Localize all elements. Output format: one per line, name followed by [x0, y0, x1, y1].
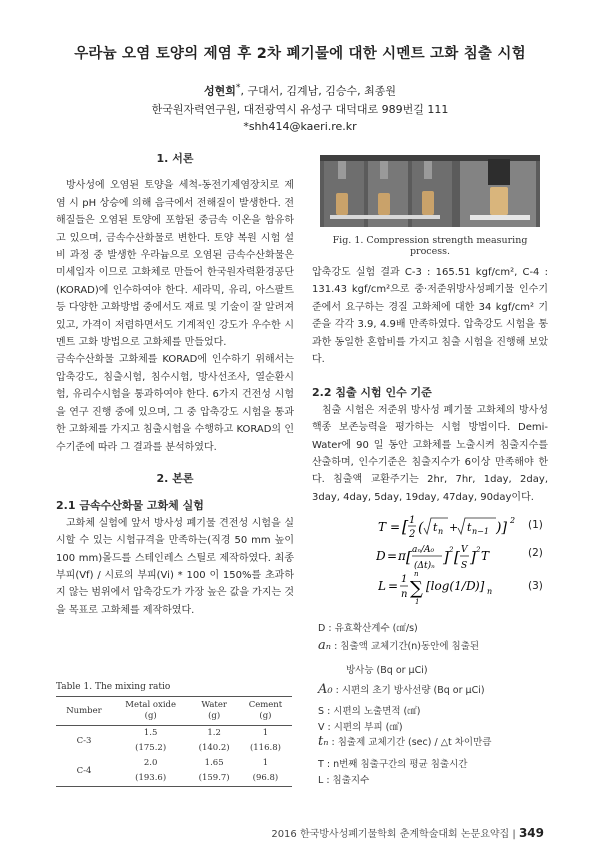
legend-an-text: : 침출액 교체기간(n)동안에 침출된 [334, 641, 480, 652]
table-caption: Table 1. The mixing ratio [56, 682, 171, 692]
right-column [312, 264, 548, 506]
footer-text: 2016 한국방사성폐기물학회 춘계학술대회 논문요약집 [271, 829, 510, 840]
legend-T [318, 756, 467, 770]
table-header-unit: (g) [144, 711, 157, 721]
table-cell: 1.2 [207, 728, 221, 738]
table-cell: (116.8) [249, 743, 281, 753]
svg-text:t: t [433, 521, 438, 534]
svg-text:aₙ/A₀: aₙ/A₀ [412, 545, 435, 555]
legend-an-symbol: aₙ [318, 638, 332, 653]
legend-V-text: : 시편의 부피 (㎤) [327, 722, 403, 733]
svg-text:2: 2 [476, 546, 481, 554]
table-cell: 1.65 [204, 758, 224, 768]
intro-heading: 1. 서론 [156, 152, 194, 165]
table-header-label: Cement [248, 700, 283, 710]
legend-tn-symbol: tₙ [318, 734, 329, 749]
table-cell: (96.8) [239, 771, 292, 787]
table-cell: (175.2) [135, 743, 167, 753]
main-heading: 2. 본론 [156, 471, 194, 485]
table-cell: (140.2) [198, 743, 230, 753]
author-list [0, 82, 600, 99]
legend-tn [318, 734, 491, 749]
legend-A0-text: : 시편의 초기 방사선량 (Bq or μCi) [335, 685, 485, 696]
equation-3-graphic [378, 568, 518, 606]
equation-3 [378, 568, 518, 609]
equation-1-number: (1) [528, 519, 543, 531]
legend-A0-symbol: A₀ [318, 682, 333, 697]
svg-text:n: n [414, 570, 419, 578]
table-header-cell [239, 697, 292, 726]
footer-separator: | [512, 829, 519, 840]
legend-S-text: : 시편의 노출면적 (㎠) [327, 706, 421, 717]
legend-L-symbol: L [318, 775, 324, 786]
svg-text:(Δt)ₙ: (Δt)ₙ [414, 561, 435, 571]
legend-S [318, 703, 420, 717]
table-header-label: Metal oxide [125, 700, 177, 710]
svg-text:=: = [388, 579, 399, 593]
table-cell-number: C-3 [76, 735, 92, 746]
table-cell: 2.0 [143, 758, 158, 768]
table-header-cell [189, 697, 238, 726]
corresponding-mark: * [235, 82, 241, 93]
svg-text:=: = [390, 520, 401, 534]
affiliation: 한국원자력연구원, 대전광역시 유성구 대덕대로 989번길 111 [151, 103, 449, 116]
svg-text:=: = [387, 549, 398, 563]
svg-text:1: 1 [415, 598, 420, 606]
legend-V [318, 719, 403, 733]
svg-text:1: 1 [409, 515, 416, 526]
svg-text:+: + [449, 521, 459, 534]
left-column [56, 150, 294, 619]
table-cell: (159.7) [189, 771, 238, 787]
intro-paragraph-2: 금속수산화물 고화체를 KORAD에 인수하기 위해서는 압축강도, 침출시험, 침수시험, 방사선조사, 열순환시험, 유리수시험을 통과하여야 한다. 6가지 건전성 시험을 연구 진행 중에 있으며, 그 중 압축강도 시험을 통과한 고화체를 가지고 침출시험을 수행하고 KORAD의 인수기준에 따라 그 결과를 분석하였다. [56, 354, 294, 453]
right-paragraph-2: 침출 시험은 저준위 방사성 폐기물 고화체의 방사성핵종 보존능력을 평가하는 시험 방법이다. Demi-Water에 90 일 동안 고화체를 노출시켜 침출지수를 산출하며, 인수기준은 침출지수가 6이상 만족해야 한다. 침출액 교환주기는 2hr, 7hr, 1day, 2day, 3day, 4day, 5day, 19day, 47day, 90day이다. [312, 404, 548, 503]
legend-D-text: : 유효확산계수 (㎠/s) [328, 623, 418, 634]
svg-text:]: ] [470, 548, 476, 566]
table-cell: 1 [262, 728, 269, 738]
lead-author: 성현희 [204, 84, 236, 98]
table-header-unit: (g) [259, 711, 272, 721]
svg-text:)]: )] [475, 579, 485, 593]
equation-1-graphic [378, 510, 518, 544]
table-header-unit: (g) [208, 711, 221, 721]
subsection-heading-2-1: 2.1 금속수산화물 고화체 실험 [56, 499, 204, 513]
table-header-cell [56, 697, 112, 726]
legend-an-continued: 방사능 (Bq or μCi) [346, 665, 428, 676]
legend-V-symbol: V [318, 722, 325, 733]
svg-text:n: n [438, 527, 444, 536]
svg-text:S: S [461, 561, 468, 571]
legend-T-symbol: T [318, 759, 324, 770]
svg-text:1: 1 [401, 574, 408, 585]
svg-text:∑: ∑ [410, 578, 423, 599]
svg-text:n: n [401, 589, 408, 600]
subsection-paragraph-2-1: 고화체 실험에 앞서 방사성 폐기물 견전성 시험을 실시할 수 있는 시험규격을 만족하는(직경 50 mm 높이 100 mm)몰드를 스테인레스 스틸로 제작하였다. 최종부피(Vf) / 시료의 부피(Vi) * 100 이 150%를 초과하지 않는 범위에서 압축강도가 가장 높은 값을 가지는 것을 목표로 고화체를 제작하였다. [56, 517, 294, 616]
svg-text:D: D [466, 579, 476, 593]
svg-text:2: 2 [449, 546, 454, 554]
intro-paragraph-1: 방사성에 오염된 토양을 세척-동전기제염장치로 제염 시 pH 상승에 의해 음극에서 전해질이 발생한다. 전해질들은 오염된 토양에 포함된 중금속 이온을 함유하고 있으며, 금속수산화물로 변한다. 토양 복원 시험 설비 과정 중 발생한 우라늄으로 오염된 금속수산화물은 미세입자 이므로 고화체로 만들어 한국원자력환경공단(KORAD)에 인수하여야 한다. 세라믹, 유리, 아스팔트 등 다양한 고화방법 중에서도 재료 및 기술이 잘 알려져 있고, 가격이 저렴하면서도 기계적인 강도가 우수한 시멘트 고화 방법으로 고화체를 만들었다. [56, 180, 294, 349]
svg-text:V: V [461, 545, 468, 555]
subsection-heading-2-2: 2.2 침출 시험 인수 기준 [312, 386, 432, 400]
legend-L [318, 772, 369, 786]
legend-A0 [318, 682, 485, 697]
svg-text:L: L [378, 579, 386, 593]
page-number: 349 [518, 826, 544, 840]
svg-text:]: ] [443, 548, 449, 566]
table-cell: 1.5 [143, 728, 158, 738]
svg-text:[: [ [454, 548, 460, 566]
svg-text:(: ( [418, 520, 424, 536]
legend-an [318, 638, 479, 653]
legend-T-text: : n번째 침출구간의 평균 침출시간 [326, 759, 468, 770]
table-header-row [56, 697, 292, 726]
legend-D-symbol: D [318, 623, 326, 634]
svg-text:[: [ [402, 517, 409, 536]
svg-text:T: T [481, 549, 490, 563]
table-cell-number: C-4 [56, 756, 112, 787]
legend-S-symbol: S [318, 706, 325, 717]
table-row [56, 726, 292, 742]
paper-title: 우라늄 오염 토양의 제염 후 2차 폐기물에 대한 시멘트 고화 침출 시험 [74, 46, 526, 62]
table-header-cell [112, 697, 189, 726]
equation-2-number: (2) [528, 547, 543, 559]
legend-D [318, 620, 418, 634]
table-row [56, 756, 292, 771]
equation-3-number: (3) [528, 580, 543, 592]
table-cell: (193.6) [112, 771, 189, 787]
svg-text:t: t [467, 521, 472, 534]
table-header-label: Water [201, 700, 227, 710]
legend-tn-text: : 침출제 교체기간 (sec) / △t 차이만큼 [331, 737, 492, 748]
svg-text:D: D [376, 549, 386, 563]
svg-text:n−1: n−1 [472, 527, 489, 536]
page-footer [271, 825, 544, 840]
co-authors: , 구대서, 김계남, 김승수, 최종원 [240, 84, 396, 98]
svg-text:T: T [378, 520, 387, 534]
mixing-ratio-table [56, 696, 292, 787]
compression-test-photo [320, 155, 540, 227]
table-cell: 1 [262, 758, 269, 768]
email: *shh414@kaeri.re.kr [243, 120, 357, 133]
table-header-label: Number [66, 705, 102, 716]
figure-caption: Fig. 1. Compression strength measuring process. [332, 235, 528, 257]
right-paragraph-1: 압축강도 실험 결과 C-3 : 165.51 kgf/cm², C-4 : 131.43 kgf/cm²으로 중·저준위방사성폐기물 인수기준에서 요구하는 경질 고화체에 대한 34 kgf/cm² 기준을 각각 3.9, 4.9배 만족하였다. 압축강도 시험을 통과한 동일한 혼합비를 가지고 침출 시험을 진행해 보았다. [312, 267, 548, 366]
svg-text:[: [ [406, 548, 412, 566]
svg-text:2: 2 [409, 529, 416, 540]
svg-text:2: 2 [510, 516, 516, 525]
legend-L-text: : 침출지수 [326, 775, 370, 786]
svg-text:π: π [398, 549, 406, 563]
svg-text:n: n [487, 587, 493, 596]
svg-text:)]: )] [496, 520, 507, 536]
svg-text:[log(1/: [log(1/ [426, 579, 466, 593]
